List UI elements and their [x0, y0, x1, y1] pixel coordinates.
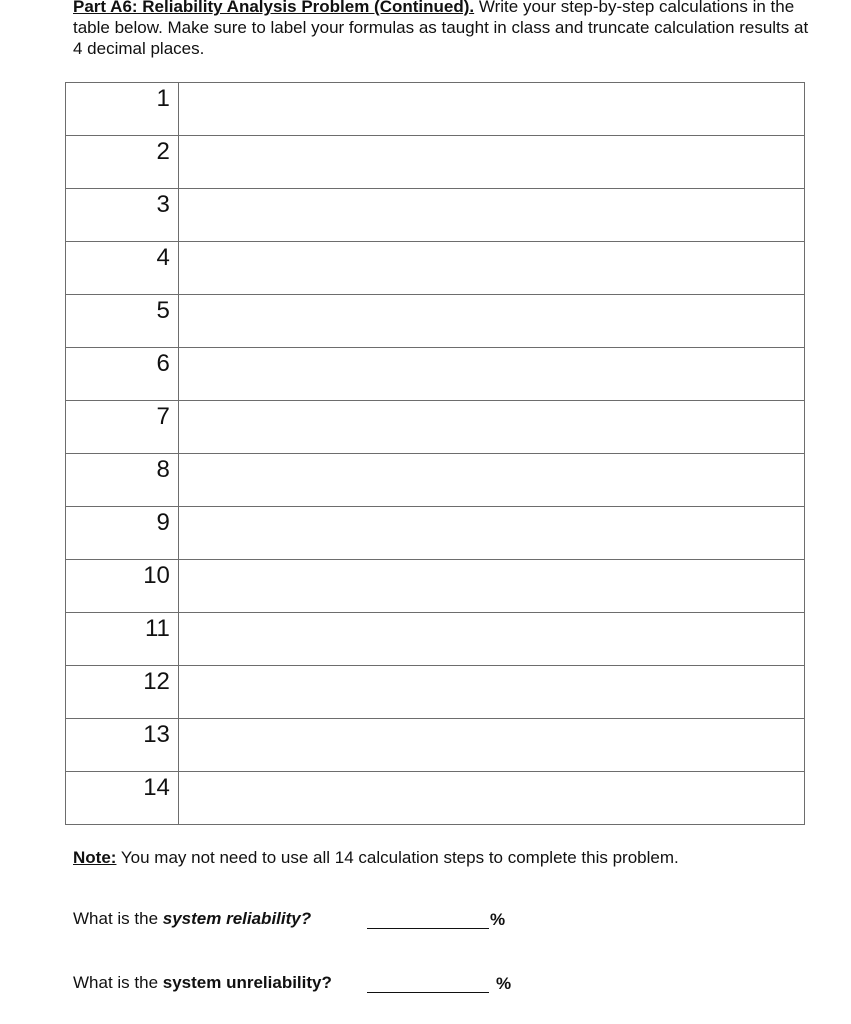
step-number: 1 [66, 83, 179, 136]
question-system-unreliability [73, 973, 332, 993]
step-row [66, 719, 805, 772]
step-row [66, 136, 805, 189]
note-text: You may not need to use all 14 calculation steps to complete this problem. [116, 848, 679, 867]
question-prefix: What is the [73, 909, 163, 928]
step-row [66, 83, 805, 136]
step-row [66, 348, 805, 401]
note [73, 848, 679, 868]
problem-header [73, 0, 813, 59]
unreliability-answer-blank[interactable] [367, 992, 489, 993]
step-row [66, 772, 805, 825]
step-work-cell[interactable] [178, 507, 804, 560]
step-number: 3 [66, 189, 179, 242]
step-work-cell[interactable] [178, 454, 804, 507]
step-row [66, 189, 805, 242]
step-number: 14 [66, 772, 179, 825]
step-number: 12 [66, 666, 179, 719]
step-work-cell[interactable] [178, 719, 804, 772]
step-work-cell[interactable] [178, 613, 804, 666]
problem-instructions: Write your step-by-step calculations in the table below. Make sure to label your formulas as taught in class and truncate calculation results at 4 decimal places. [73, 0, 809, 58]
step-work-cell[interactable] [178, 772, 804, 825]
step-row [66, 560, 805, 613]
step-row [66, 507, 805, 560]
step-row [66, 295, 805, 348]
unreliability-percent-sign: % [496, 974, 512, 993]
step-work-cell[interactable] [178, 666, 804, 719]
step-work-cell[interactable] [178, 189, 804, 242]
step-number: 8 [66, 454, 179, 507]
question-term: system unreliability? [162, 973, 332, 992]
reliability-percent-sign: % [490, 910, 506, 929]
step-work-cell[interactable] [178, 560, 804, 613]
step-row [66, 242, 805, 295]
step-number: 7 [66, 401, 179, 454]
step-work-cell[interactable] [178, 83, 804, 136]
question-prefix: What is the [73, 973, 163, 992]
step-number: 6 [66, 348, 179, 401]
step-number: 13 [66, 719, 179, 772]
step-number: 11 [66, 613, 179, 666]
reliability-answer-blank[interactable] [367, 928, 489, 929]
calculation-table [65, 82, 805, 825]
step-number: 9 [66, 507, 179, 560]
step-number: 5 [66, 295, 179, 348]
step-work-cell[interactable] [178, 242, 804, 295]
question-system-reliability [73, 909, 311, 929]
step-row [66, 666, 805, 719]
step-row [66, 613, 805, 666]
step-work-cell[interactable] [178, 295, 804, 348]
step-row [66, 454, 805, 507]
problem-title: Part A6: Reliability Analysis Problem (Continued). [73, 0, 475, 16]
step-work-cell[interactable] [178, 348, 804, 401]
step-number: 2 [66, 136, 179, 189]
step-number: 10 [66, 560, 179, 613]
question-term: system reliability? [162, 909, 312, 928]
step-number: 4 [66, 242, 179, 295]
step-work-cell[interactable] [178, 401, 804, 454]
step-row [66, 401, 805, 454]
note-label: Note: [73, 848, 117, 867]
step-work-cell[interactable] [178, 136, 804, 189]
